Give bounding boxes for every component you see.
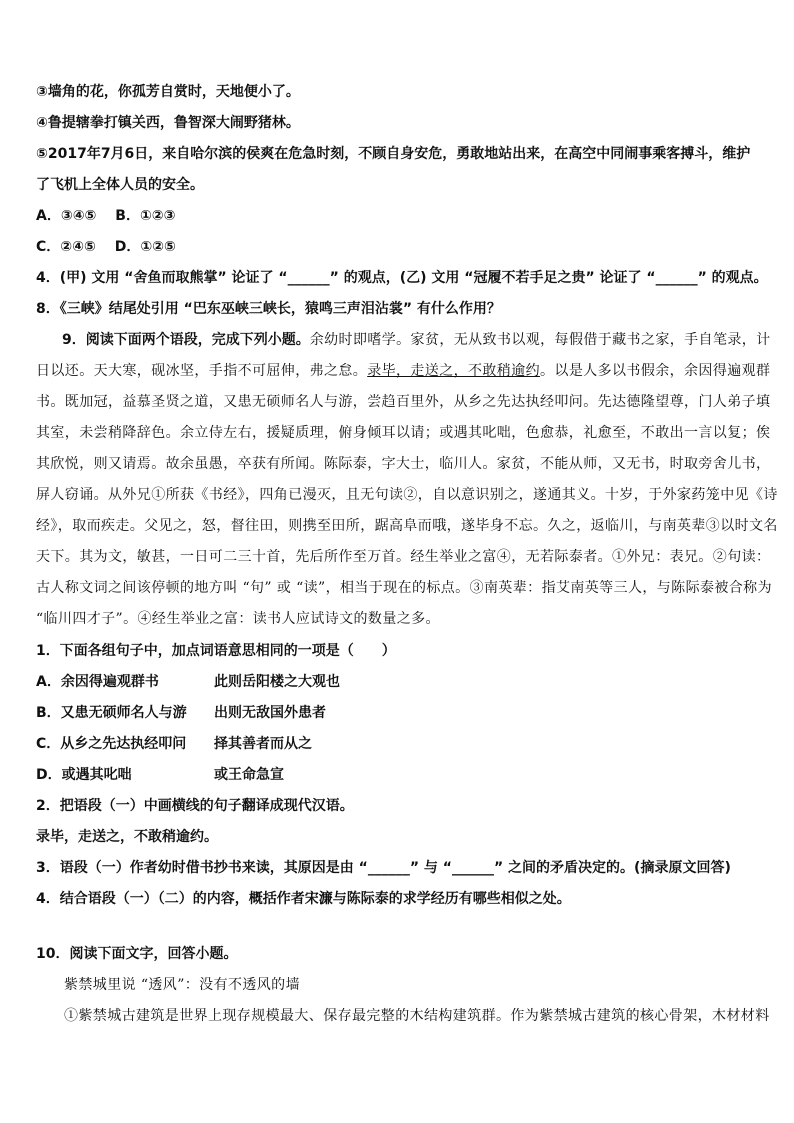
option-item-5-cont: 了飞机上全体人员的安全。 <box>36 177 204 193</box>
sub-question-2-sentence: 录毕，走送之，不敢稍逾约。 <box>36 829 218 845</box>
option-c <box>36 734 312 754</box>
passage-line-8: 天下。其为文，敏甚，一日可二三十首，先后所作至万首。经生举业之富④，无若际泰者。①外兄：表兄。②句读： <box>36 549 771 565</box>
passage-line-6: 屏人窃诵。从外兄①所获《书经》，四角已漫灭，且无句读②，自以意识别之，遂通其义。十岁，于外家药笼中见《诗 <box>36 487 778 503</box>
passage-first-line <box>62 330 771 350</box>
article-title: 紫禁城里说 “透风”：没有不透风的墙 <box>64 977 300 993</box>
sub-question-3: 3．语段（一）作者幼时借书抄书来读，其原因是由 “______” 与 “______” 之间的矛盾决定的。(摘录原文回答) <box>36 860 731 876</box>
option-d-left: D．或遇其叱咄 <box>36 767 132 783</box>
option-item-5: ⑤2017年7月6日，来自哈尔滨的侯爽在危急时刻，不顾自身安危，勇敢地站出来，在高空中同闹事乘客搏斗，维护 <box>36 146 751 162</box>
option-c-right: 择其善者而从之 <box>214 736 312 752</box>
passage-line-5: 其欣悦，则又请焉。故余虽愚，卒获有所闻。陈际泰，字大士，临川人。家贫，不能从师，又无书，时取旁舍儿书， <box>36 456 771 472</box>
option-b-right: 出则无敌国外患者 <box>214 705 326 721</box>
question-8: 8．《三峡》结尾处引用 “巴东巫峡三峡长，猿鸣三声泪沾裳” 有什么作用？ <box>36 301 501 317</box>
sub-question-2: 2．把语段（一）中画横线的句子翻译成现代汉语。 <box>36 798 354 814</box>
option-d <box>36 765 284 785</box>
question-10: 10．阅读下面文字，回答小题。 <box>36 946 238 962</box>
option-d-right: 或王命急宣 <box>214 767 284 783</box>
passage-line-7: 经》，取而疾走。父见之，怒，督往田，则携至田所，踞高阜而哦，遂毕身不忘。久之，返临川，与南英辈③以时文名 <box>36 518 778 534</box>
option-item-3: ③墙角的花，你孤芳自赏时，天地便小了。 <box>36 84 300 100</box>
option-b <box>36 703 326 723</box>
option-a <box>36 672 340 692</box>
sub-question-4: 4．结合语段（一）（二）的内容，概括作者宋濂与陈际泰的求学经历有哪些相似之处。 <box>36 891 571 907</box>
option-a-right: 此则岳阳楼之大观也 <box>214 674 340 690</box>
passage-line-2 <box>36 361 770 381</box>
sub-question-1: 1．下面各组句子中，加点词语意思相同的一项是（ ） <box>36 643 396 659</box>
option-a-left: A．余因得遍观群书 <box>36 674 159 690</box>
option-item-4: ④鲁提辖拳打镇关西，鲁智深大闹野猪林。 <box>36 115 300 131</box>
passage-line-4: 其室，未尝稍降辞色。余立侍左右，援疑质理，俯身倾耳以请；或遇其叱咄，色愈恭，礼愈至，不敢出一言以复；俟 <box>36 425 771 441</box>
answer-choices-ab: A．③④⑤ B．①②③ <box>36 208 176 224</box>
option-c-left: C．从乡之先达执经叩问 <box>36 736 187 752</box>
article-paragraph-1: ①紫禁城古建筑是世界上现存规模最大、保存最完整的木结构建筑群。作为紫禁城古建筑的核心骨架，木材材料 <box>64 1008 770 1024</box>
question-9-title: 9．阅读下面两个语段，完成下列小题。 <box>62 332 310 348</box>
underlined-sentence: 录毕，走送之，不敢稍逾约 <box>367 363 541 379</box>
footnote-line-2: “临川四才子”。④经生举业之富：读书人应试诗文的数量之多。 <box>36 611 440 627</box>
passage-text: 日以还。天大寒，砚冰坚，手指不可屈伸，弗之怠。 <box>36 363 368 379</box>
passage-text: 。以是人多以书假余，余因得遍观群 <box>540 363 771 379</box>
footnote-line-1: 古人称文词之间该停顿的地方叫 “句” 或 “读”，相当于现在的标点。③南英辈：指艾南英等三人，与陈际泰被合称为 <box>36 580 772 596</box>
passage-line-3: 书。既加冠，益慕圣贤之道，又患无硕师名人与游，尝趋百里外，从乡之先达执经叩问。先达德隆望尊，门人弟子填 <box>36 394 771 410</box>
option-b-left: B．又患无硕师名人与游 <box>36 705 187 721</box>
passage-text: 余幼时即嗜学。家贫，无从致书以观，每假借于藏书之家，手自笔录，计 <box>309 332 771 348</box>
question-4: 4．(甲) 文用 “舍鱼而取熊掌” 论证了 “______” 的观点，(乙) 文用 “冠履不若手足之贵” 论证了 “______” 的观点。 <box>36 270 768 286</box>
answer-choices-cd: C．②④⑤ D．①②⑤ <box>36 239 176 255</box>
